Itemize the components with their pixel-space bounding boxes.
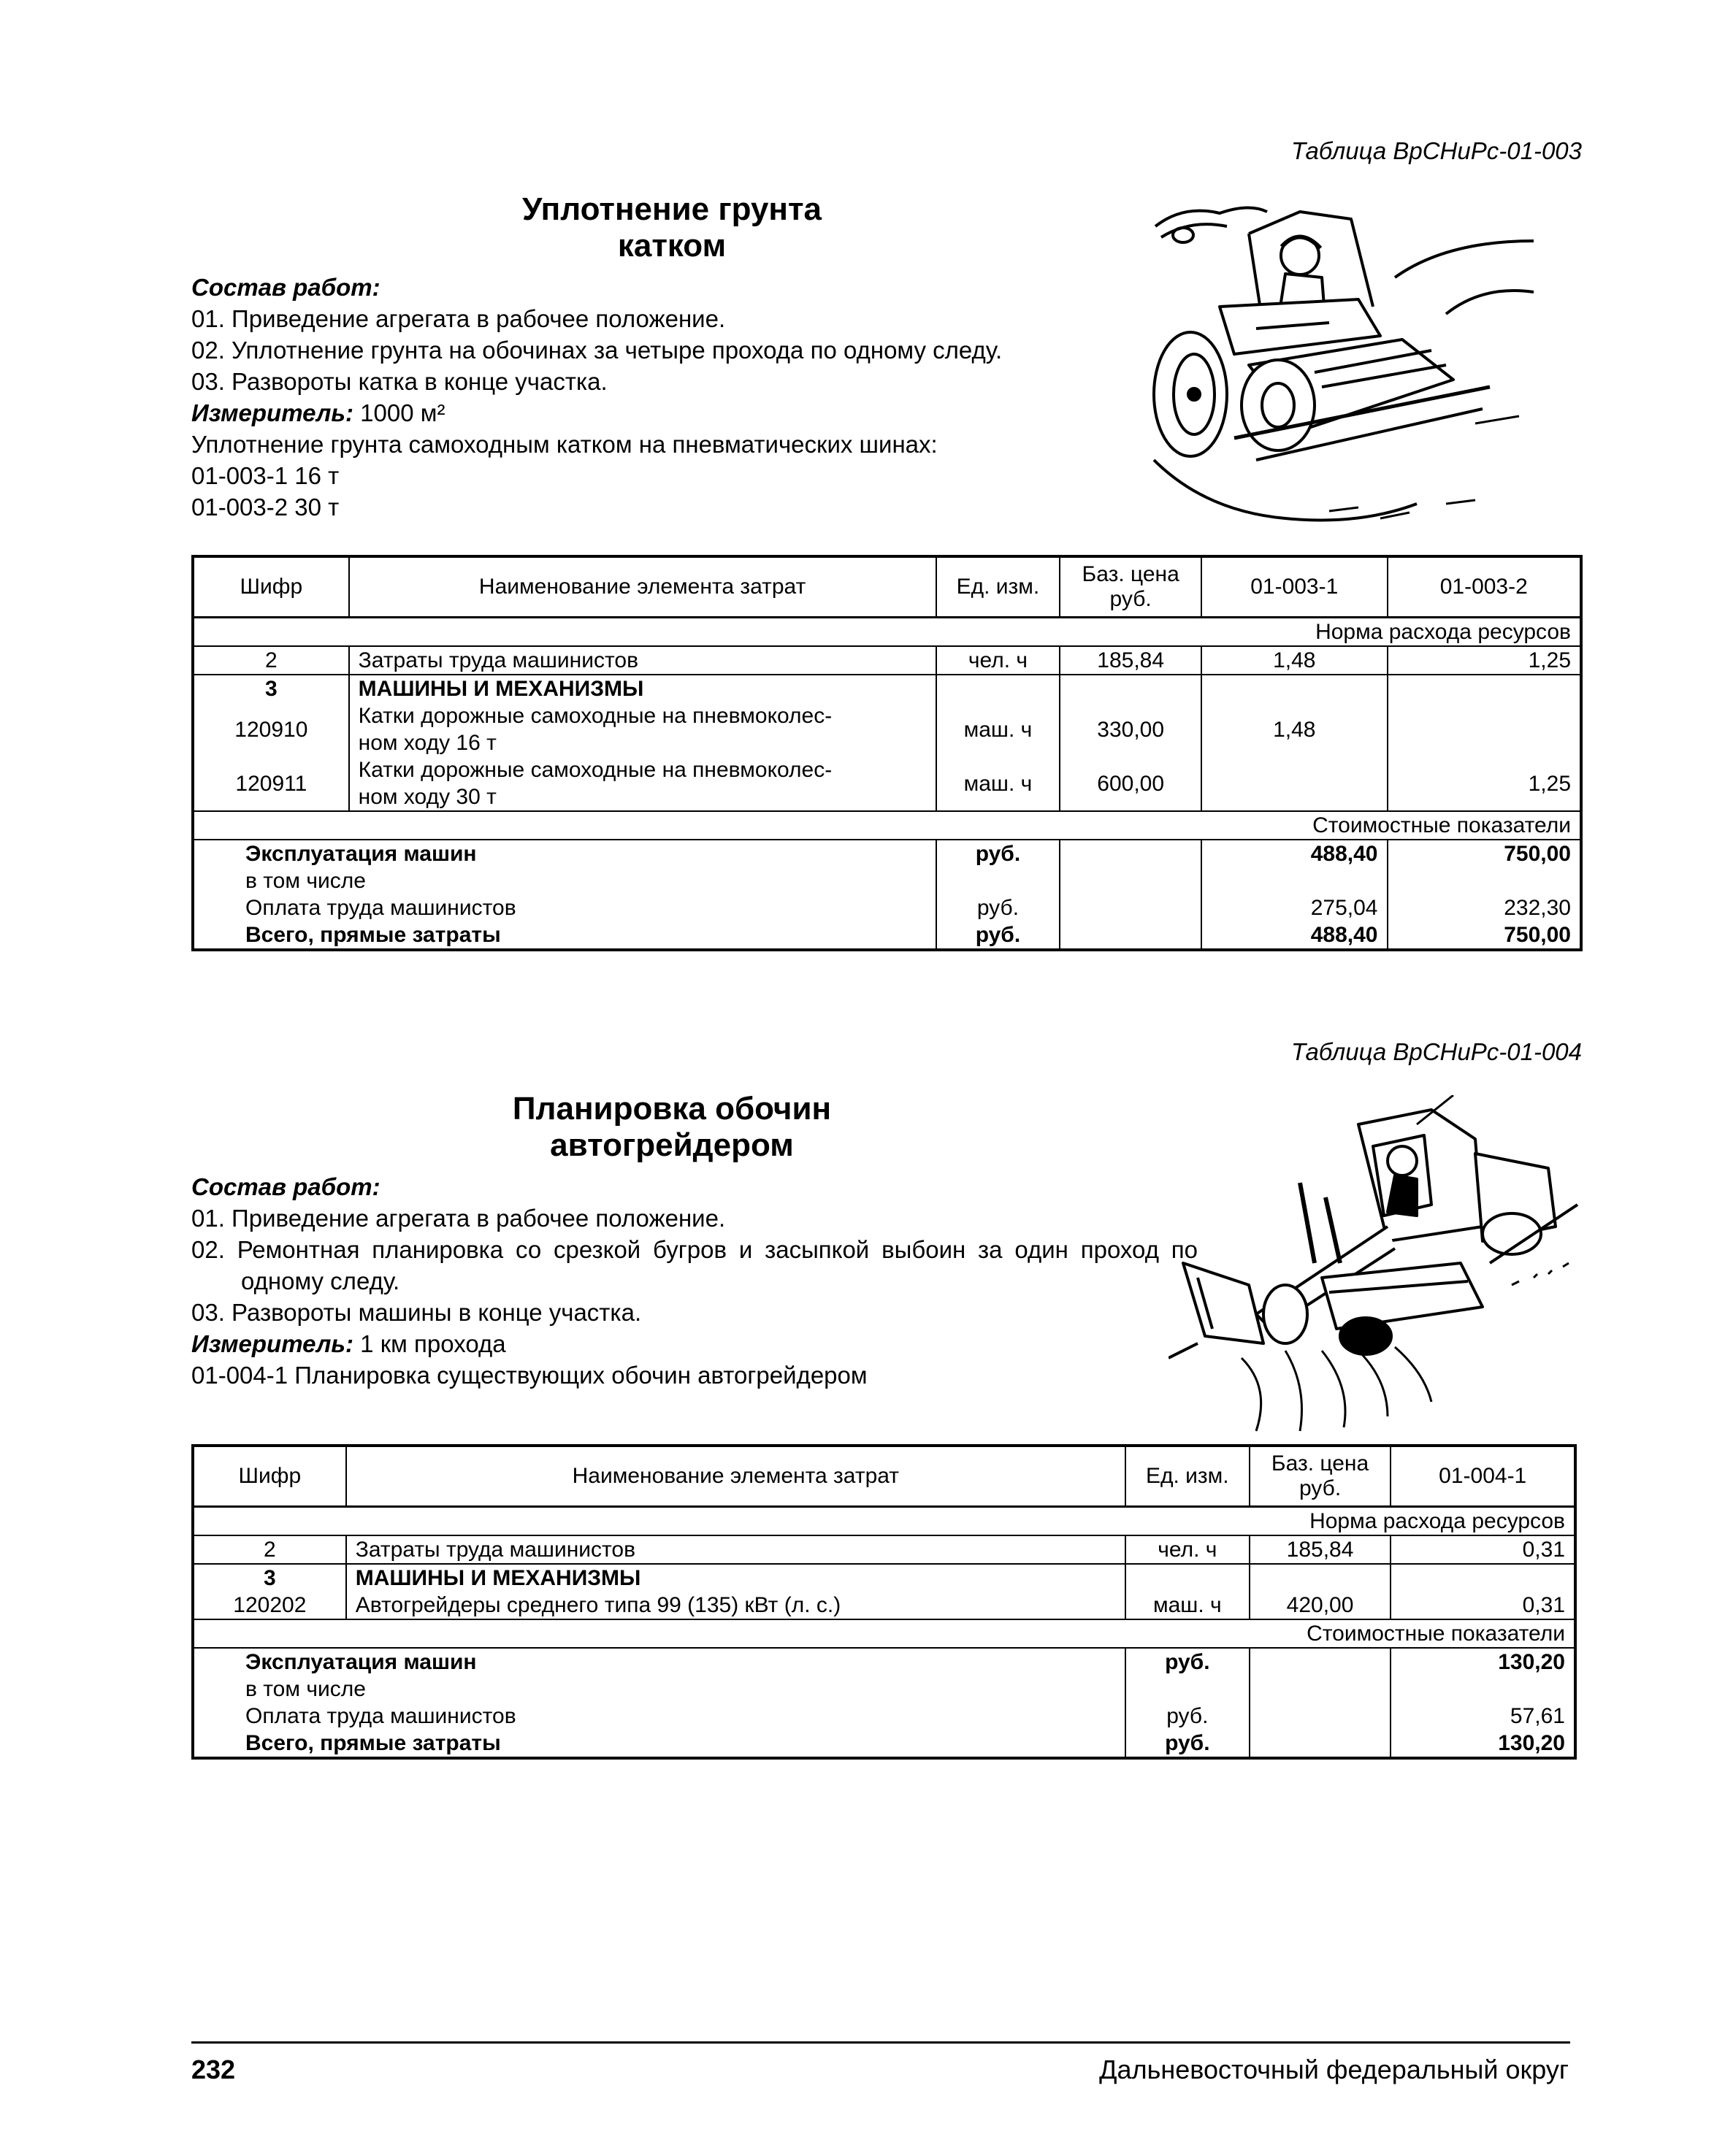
value-cell: 488,40 xyxy=(1201,840,1387,867)
resource-table-01-004 xyxy=(191,1444,1577,1760)
road-roller-illustration xyxy=(1139,197,1548,540)
cost-row xyxy=(193,894,1581,921)
cost-row xyxy=(193,1703,1575,1730)
code-cell: 120202 xyxy=(193,1592,346,1619)
unit-cell: руб. xyxy=(1125,1730,1250,1758)
table-row xyxy=(193,646,1581,675)
unit-cell: маш. ч xyxy=(1125,1592,1250,1619)
table-row xyxy=(193,1564,1575,1592)
resource-table-01-003 xyxy=(191,555,1583,951)
unit-cell: маш. ч xyxy=(936,702,1060,756)
sostav-label: Состав работ: xyxy=(191,274,380,301)
header-cell: Наименование элемента затрат xyxy=(346,1446,1125,1507)
norma-label: Норма расхода ресурсов xyxy=(193,618,1581,647)
section-row xyxy=(193,1507,1575,1536)
title-line: катком xyxy=(617,228,727,264)
price-cell: 185,84 xyxy=(1250,1535,1391,1564)
izmeritel-label: Измеритель: xyxy=(191,399,353,426)
table-label: Таблица ВрСНиРс-01-004 xyxy=(1291,1038,1582,1065)
unit-cell: руб. xyxy=(1125,1648,1250,1676)
price-cell: 420,00 xyxy=(1250,1592,1391,1619)
value-cell: 1,25 xyxy=(1388,756,1582,811)
unit-cell: руб. xyxy=(1125,1703,1250,1730)
name-cell: МАШИНЫ И МЕХАНИЗМЫ xyxy=(346,1564,1125,1592)
header-cell: Наименование элемента затрат xyxy=(349,556,936,618)
unit-cell: чел. ч xyxy=(1125,1535,1250,1564)
izmeritel-line xyxy=(191,397,1155,429)
footer-divider xyxy=(191,2041,1570,2044)
value-cell: 0,31 xyxy=(1391,1535,1575,1564)
value-cell: 275,04 xyxy=(1201,894,1387,921)
variant-code: 01-003-2 30 т xyxy=(191,494,340,521)
cost-name: Эксплуатация машин xyxy=(193,1648,1125,1676)
price-cell: 600,00 xyxy=(1060,756,1201,811)
izmeritel-label: Измеритель: xyxy=(191,1330,353,1357)
section-row xyxy=(193,1619,1575,1648)
name-line: Катки дорожные самоходные на пневмоколес- xyxy=(358,758,833,782)
section-title xyxy=(453,191,891,264)
cost-name: Оплата труда машинистов xyxy=(193,1703,1125,1730)
code-cell: 2 xyxy=(193,646,349,675)
value-cell: 1,48 xyxy=(1201,646,1387,675)
value-cell: 750,00 xyxy=(1388,921,1582,950)
code-cell: 120910 xyxy=(193,702,349,756)
name-cell: Автогрейдеры среднего типа 99 (135) кВт (л. с.) xyxy=(346,1592,1125,1619)
work-step: 02. Уплотнение грунта на обочинах за четыре прохода по одному следу. xyxy=(191,337,1003,364)
section-row xyxy=(193,618,1581,647)
cost-row xyxy=(193,867,1581,894)
cost-name: Всего, прямые затраты xyxy=(193,1730,1125,1758)
cost-name: Всего, прямые затраты xyxy=(193,921,936,950)
header-cell: 01-003-1 xyxy=(1201,556,1387,618)
table-row xyxy=(193,1535,1575,1564)
value-cell: 488,40 xyxy=(1201,921,1387,950)
table-row xyxy=(193,702,1581,756)
code-cell: 120911 xyxy=(193,756,349,811)
cost-label: Стоимостные показатели xyxy=(193,811,1581,840)
section-title xyxy=(438,1091,906,1164)
variant-code: 01-003-1 16 т xyxy=(191,462,340,489)
work-description xyxy=(191,272,1155,523)
code-cell: 2 xyxy=(193,1535,346,1564)
header-cell: 01-003-2 xyxy=(1388,556,1582,618)
code-cell: 3 xyxy=(193,675,349,702)
cost-label: Стоимостные показатели xyxy=(193,1619,1575,1648)
variant-code: 01-004-1 Планировка существующих обочин автогрейдером xyxy=(191,1362,868,1389)
sostav-label: Состав работ: xyxy=(191,1173,380,1200)
unit-cell: руб. xyxy=(936,921,1060,950)
value-cell: 750,00 xyxy=(1388,840,1582,867)
work-step: 03. Развороты катка в конце участка. xyxy=(191,368,608,395)
name-line: Катки дорожные самоходные на пневмоколес- xyxy=(358,704,833,728)
value-cell: 1,25 xyxy=(1388,646,1582,675)
work-step: 02. Ремонтная планировка со срезкой бугров и засыпкой выбоин за один проход по одному следу. xyxy=(191,1236,1198,1294)
value-cell: 232,30 xyxy=(1388,894,1582,921)
work-step: 03. Развороты машины в конце участка. xyxy=(191,1299,642,1326)
unit-cell: маш. ч xyxy=(936,756,1060,811)
work-step: 01. Приведение агрегата в рабочее положение. xyxy=(191,305,726,332)
code-cell: 3 xyxy=(193,1564,346,1592)
header-cell: Баз. цена руб. xyxy=(1250,1446,1391,1507)
header-cell: Ед. изм. xyxy=(936,556,1060,618)
name-cell: Затраты труда машинистов xyxy=(349,646,936,675)
cost-row xyxy=(193,1648,1575,1676)
cost-row xyxy=(193,921,1581,950)
title-line: Планировка обочин xyxy=(512,1091,832,1127)
value-cell xyxy=(1201,756,1387,811)
work-step: 01. Приведение агрегата в рабочее положение. xyxy=(191,1205,726,1232)
cost-row xyxy=(193,1730,1575,1758)
header-cell: Ед. изм. xyxy=(1125,1446,1250,1507)
table-header-row xyxy=(193,556,1581,618)
name-cell xyxy=(349,702,936,756)
cost-name: в том числе xyxy=(193,1676,1125,1703)
cost-name: Оплата труда машинистов xyxy=(193,894,936,921)
table-header-row xyxy=(193,1446,1575,1507)
cost-row xyxy=(193,1676,1575,1703)
table-label: Таблица ВрСНиРс-01-003 xyxy=(1291,137,1582,164)
name-cell: МАШИНЫ И МЕХАНИЗМЫ xyxy=(349,675,936,702)
value-cell: 130,20 xyxy=(1391,1730,1575,1758)
header-cell: Шифр xyxy=(193,556,349,618)
work-description xyxy=(191,1171,1198,1391)
price-cell: 185,84 xyxy=(1060,646,1201,675)
izmeritel-line xyxy=(191,1328,1148,1359)
table-row xyxy=(193,675,1581,702)
value-cell: 130,20 xyxy=(1391,1648,1575,1676)
name-cell xyxy=(349,756,936,811)
cost-row xyxy=(193,840,1581,867)
izmeritel-value: 1 км прохода xyxy=(360,1330,506,1357)
name-cell: Затраты труда машинистов xyxy=(346,1535,1125,1564)
value-cell: 0,31 xyxy=(1391,1592,1575,1619)
title-line: автогрейдером xyxy=(550,1127,794,1163)
unit-cell: руб. xyxy=(936,840,1060,867)
norma-label: Норма расхода ресурсов xyxy=(193,1507,1575,1536)
cost-name: Эксплуатация машин xyxy=(193,840,936,867)
title-line: Уплотнение грунта xyxy=(521,191,822,227)
cost-name: в том числе xyxy=(193,867,936,894)
name-line: ном ходу 30 т xyxy=(358,785,497,809)
value-cell: 57,61 xyxy=(1391,1703,1575,1730)
unit-cell: руб. xyxy=(936,894,1060,921)
value-cell: 1,48 xyxy=(1201,702,1387,756)
section-row xyxy=(193,811,1581,840)
price-cell: 330,00 xyxy=(1060,702,1201,756)
page-number: 232 xyxy=(191,2055,236,2084)
header-cell: 01-004-1 xyxy=(1391,1446,1575,1507)
header-cell: Шифр xyxy=(193,1446,346,1507)
name-line: ном ходу 16 т xyxy=(358,731,497,755)
table-row xyxy=(193,1592,1575,1619)
unit-cell: чел. ч xyxy=(936,646,1060,675)
header-cell: Баз. цена руб. xyxy=(1060,556,1201,618)
motor-grader-illustration xyxy=(1169,1095,1585,1438)
footer-region: Дальневосточный федеральный округ xyxy=(1099,2055,1569,2084)
izmeritel-value: 1000 м² xyxy=(360,399,445,426)
resource-description: Уплотнение грунта самоходным катком на пневматических шинах: xyxy=(191,431,938,458)
table-row xyxy=(193,756,1581,811)
value-cell xyxy=(1388,702,1582,756)
